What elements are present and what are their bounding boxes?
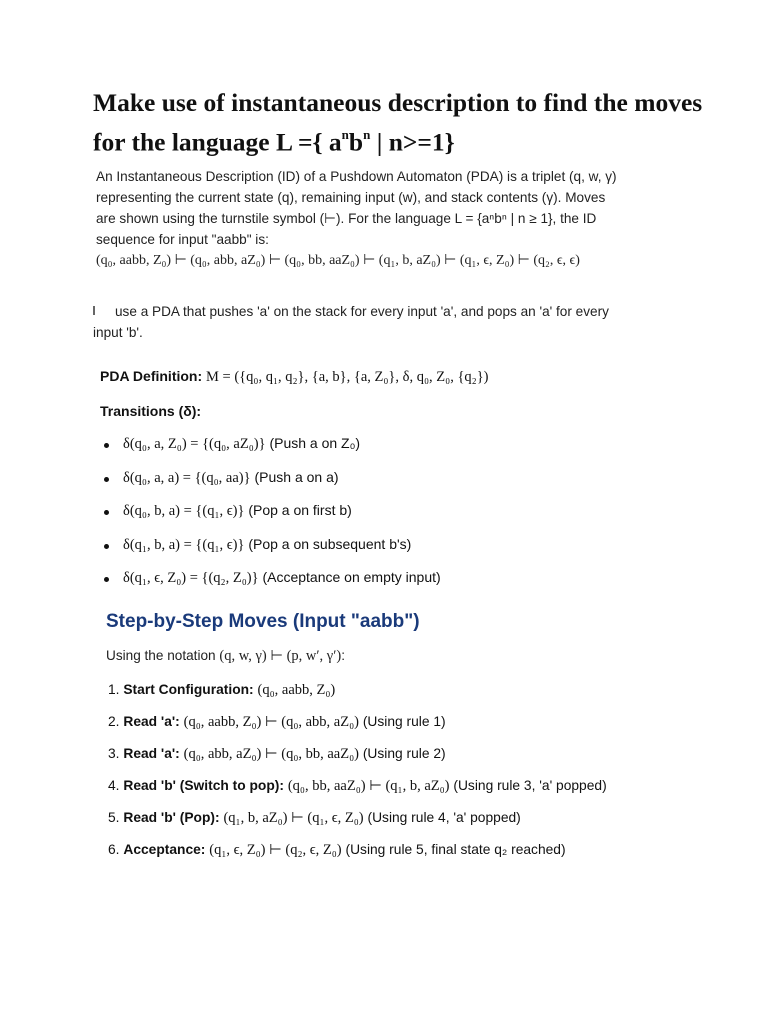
step-item — [108, 682, 728, 714]
step-item — [108, 714, 728, 746]
transition-rule — [101, 569, 701, 603]
step-number: 1. — [108, 682, 120, 697]
transition-expr: δ(q₁, ϵ, Z₀) = {(q₂, Z₀)} — [123, 570, 259, 586]
transition-expr: δ(q₀, b, a) = {(q₁, ϵ)} — [123, 503, 245, 519]
notation-expr: (q, w, γ) ⊢ (p, w′, γ′) — [219, 648, 342, 664]
note-line-1: use a PDA that pushes 'a' on the stack for every input 'a', and pops an 'a' for every — [115, 304, 609, 319]
transition-expr: δ(q₁, b, a) = {(q₁, ϵ)} — [123, 536, 245, 553]
transition-desc: (Pop a on subsequent b's) — [248, 535, 412, 552]
step-label: Start Configuration: — [123, 682, 254, 697]
transition-desc: (Push a on a) — [254, 468, 339, 485]
transition-rule — [101, 536, 701, 570]
step-number: 4. — [108, 778, 120, 793]
transition-rule — [101, 502, 701, 536]
transition-desc: (Pop a on first b) — [248, 502, 352, 518]
intro-line-4: sequence for input "aabb" is: — [96, 232, 269, 247]
transition-rule — [101, 469, 701, 503]
intro-paragraph — [96, 166, 686, 271]
title-text-2: b — [348, 127, 364, 157]
steps-heading: Step-by-Step Moves (Input "aabb") — [106, 611, 420, 632]
id-sequence: (q₀, aabb, Z₀) ⊢ (q₀, abb, aZ₀) ⊢ (q₀, bb, aaZ₀) ⊢ (q₁, b, aZ₀) ⊢ (q₁, ϵ, Z₀) ⊢ (q₂, ϵ, ϵ) — [96, 253, 580, 268]
step-note: (Using rule 4, 'a' popped) — [367, 810, 521, 825]
step-number: 5. — [108, 810, 120, 825]
text-cursor-mark — [93, 306, 95, 315]
intro-line-2: representing the current state (q), remaining input (w), and stack contents (γ). Moves — [96, 190, 606, 205]
step-expr: (q₀, aabb, Z₀) — [257, 682, 336, 698]
transition-expr: δ(q₀, a, Z₀) = {(q₀, aZ₀)} — [123, 436, 266, 452]
pda-definition-value: M = ({q₀, q₁, q₂}, {a, b}, {a, Z₀}, δ, q₀, Z₀, {q₂}) — [206, 369, 489, 385]
transition-desc: (Acceptance on empty input) — [262, 569, 441, 585]
note-line-2: input 'b'. — [93, 325, 143, 340]
title-text-3: | n>=1} — [370, 127, 455, 157]
step-expr: (q₀, aabb, Z₀) ⊢ (q₀, abb, aZ₀) — [183, 714, 359, 730]
step-label: Read 'a': — [123, 746, 180, 761]
step-item — [108, 842, 728, 874]
title-sup-1: n — [341, 127, 349, 142]
step-expr: (q₀, bb, aaZ₀) ⊢ (q₁, b, aZ₀) — [287, 778, 450, 794]
intro-line-1: An Instantaneous Description (ID) of a Pushdown Automaton (PDA) is a triplet (q, w, γ) — [96, 169, 617, 184]
step-item — [108, 810, 728, 842]
step-expr: (q₀, abb, aZ₀) ⊢ (q₀, bb, aaZ₀) — [183, 746, 359, 762]
step-expr: (q₁, b, aZ₀) ⊢ (q₁, ϵ, Z₀) — [223, 810, 364, 826]
step-note: (Using rule 5, final state q₂ reached) — [345, 842, 566, 857]
step-label: Acceptance: — [123, 842, 206, 857]
step-label: Read 'b' (Switch to pop): — [123, 778, 284, 793]
transition-expr: δ(q₀, a, a) = {(q₀, aa)} — [123, 469, 251, 486]
step-item — [108, 746, 728, 778]
notation-suffix: : — [341, 648, 345, 663]
notation-prefix: Using the notation — [106, 648, 220, 663]
transitions-heading: Transitions (δ): — [100, 403, 202, 419]
transition-rule — [101, 435, 701, 469]
steps-list — [108, 682, 728, 874]
notation-line — [106, 648, 345, 665]
step-number: 3. — [108, 746, 120, 761]
step-number: 6. — [108, 842, 120, 857]
step-number: 2. — [108, 714, 120, 729]
title-text-1: Make use of instantaneous description to find the moves for the language L ={ a — [93, 88, 703, 157]
intro-line-3: are shown using the turnstile symbol (⊢). For the language L = {aⁿbⁿ | n ≥ 1}, the ID — [96, 211, 597, 226]
step-note: (Using rule 1) — [362, 714, 446, 729]
step-item — [108, 778, 728, 810]
step-note: (Using rule 2) — [362, 746, 446, 761]
step-expr: (q₁, ϵ, Z₀) ⊢ (q₂, ϵ, Z₀) — [209, 842, 342, 858]
pda-definition — [100, 368, 720, 386]
step-note: (Using rule 3, 'a' popped) — [453, 778, 607, 793]
transition-desc: (Push a on Z₀) — [269, 435, 361, 451]
title-sup-2: n — [363, 127, 371, 142]
step-label: Read 'a': — [123, 714, 180, 729]
pda-definition-label: PDA Definition: — [100, 368, 203, 384]
step-label: Read 'b' (Pop): — [123, 810, 220, 825]
page-title — [93, 86, 733, 160]
pda-note — [93, 301, 683, 343]
transition-list — [101, 435, 701, 603]
